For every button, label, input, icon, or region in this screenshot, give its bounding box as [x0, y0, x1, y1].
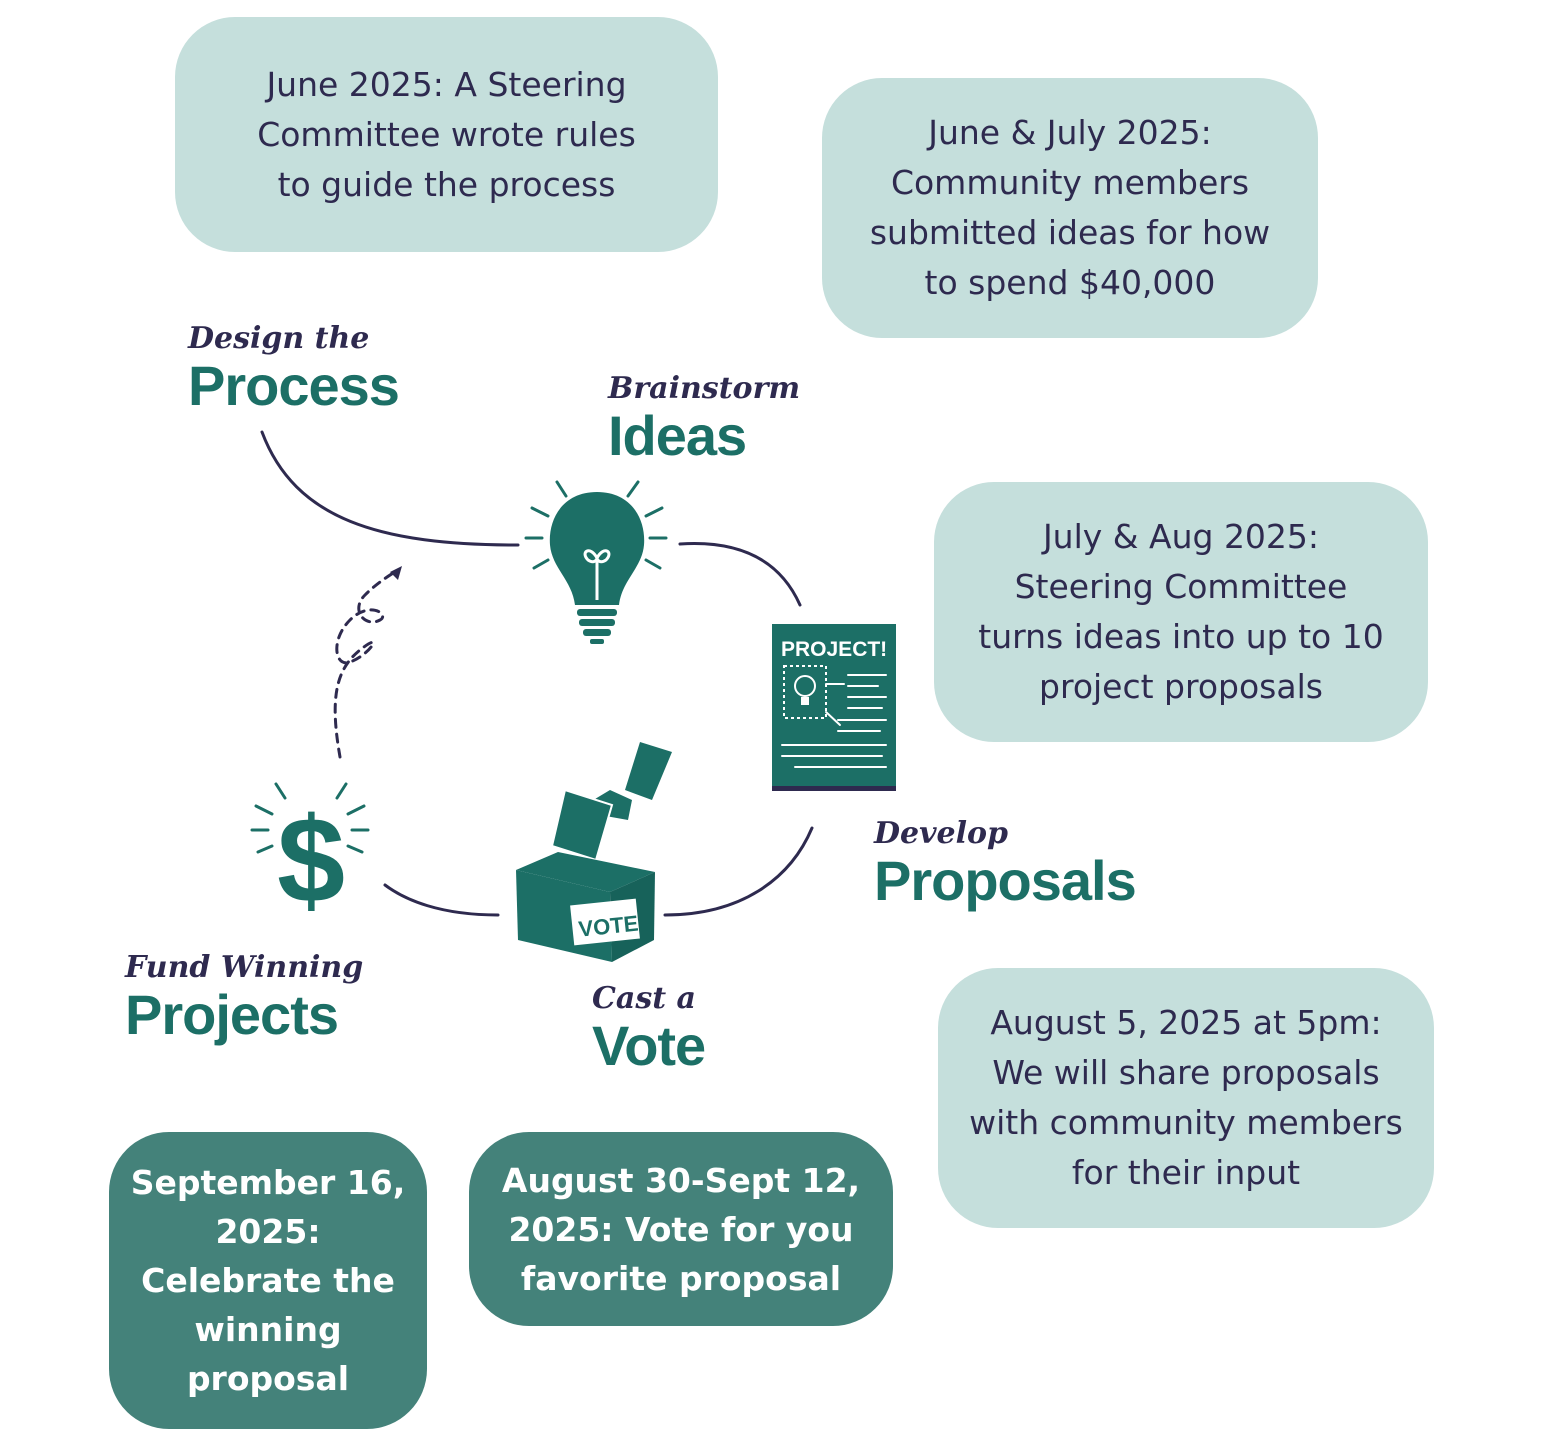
stage-design-top: Design the — [188, 321, 370, 356]
stage-proposals-big: Proposals — [874, 849, 1136, 912]
connector-fund-design-dashed — [335, 570, 398, 757]
stage-vote-big: Vote — [592, 1014, 706, 1077]
dollar-sign-icon — [252, 784, 368, 928]
stage-design-big: Process — [188, 354, 399, 417]
timeline-bubble-design: June 2025: A Steering Committee wrote rules to guide the process — [175, 17, 718, 252]
stage-ideas-top: Brainstorm — [608, 371, 801, 406]
connector-ideas-proposals — [680, 544, 800, 605]
timeline-bubble-vote: August 30-Sept 12, 2025: Vote for you favorite proposal — [469, 1132, 893, 1326]
dollar-glyph: $ — [277, 792, 345, 928]
timeline-bubble-develop: July & Aug 2025: Steering Committee turns ideas into up to 10 project proposals — [934, 482, 1428, 742]
lightbulb-icon — [526, 482, 666, 644]
timeline-bubble-fund: September 16, 2025: Celebrate the winning proposal — [109, 1132, 427, 1429]
document-title: PROJECT! — [781, 638, 888, 661]
ballot-box-label: VOTE — [577, 910, 640, 942]
timeline-bubble-brainstorm: June & July 2025: Community members submitted ideas for how to spend $40,000 — [822, 78, 1318, 338]
stage-proposals-top: Develop — [874, 816, 1009, 851]
connector-vote-fund — [385, 885, 498, 915]
ballot-box-icon — [516, 742, 672, 962]
project-document-icon — [772, 624, 896, 791]
connector-proposals-vote — [665, 828, 812, 915]
stage-fund-big: Projects — [125, 983, 338, 1046]
dashed-arrow-head — [390, 566, 402, 580]
stage-fund-top: Fund Winning — [125, 950, 364, 985]
stage-ideas-big: Ideas — [608, 404, 747, 467]
connector-design-ideas — [262, 432, 518, 545]
stage-vote-top: Cast a — [592, 981, 696, 1016]
timeline-bubble-share: August 5, 2025 at 5pm: We will share proposals with community members for their input — [938, 968, 1434, 1228]
